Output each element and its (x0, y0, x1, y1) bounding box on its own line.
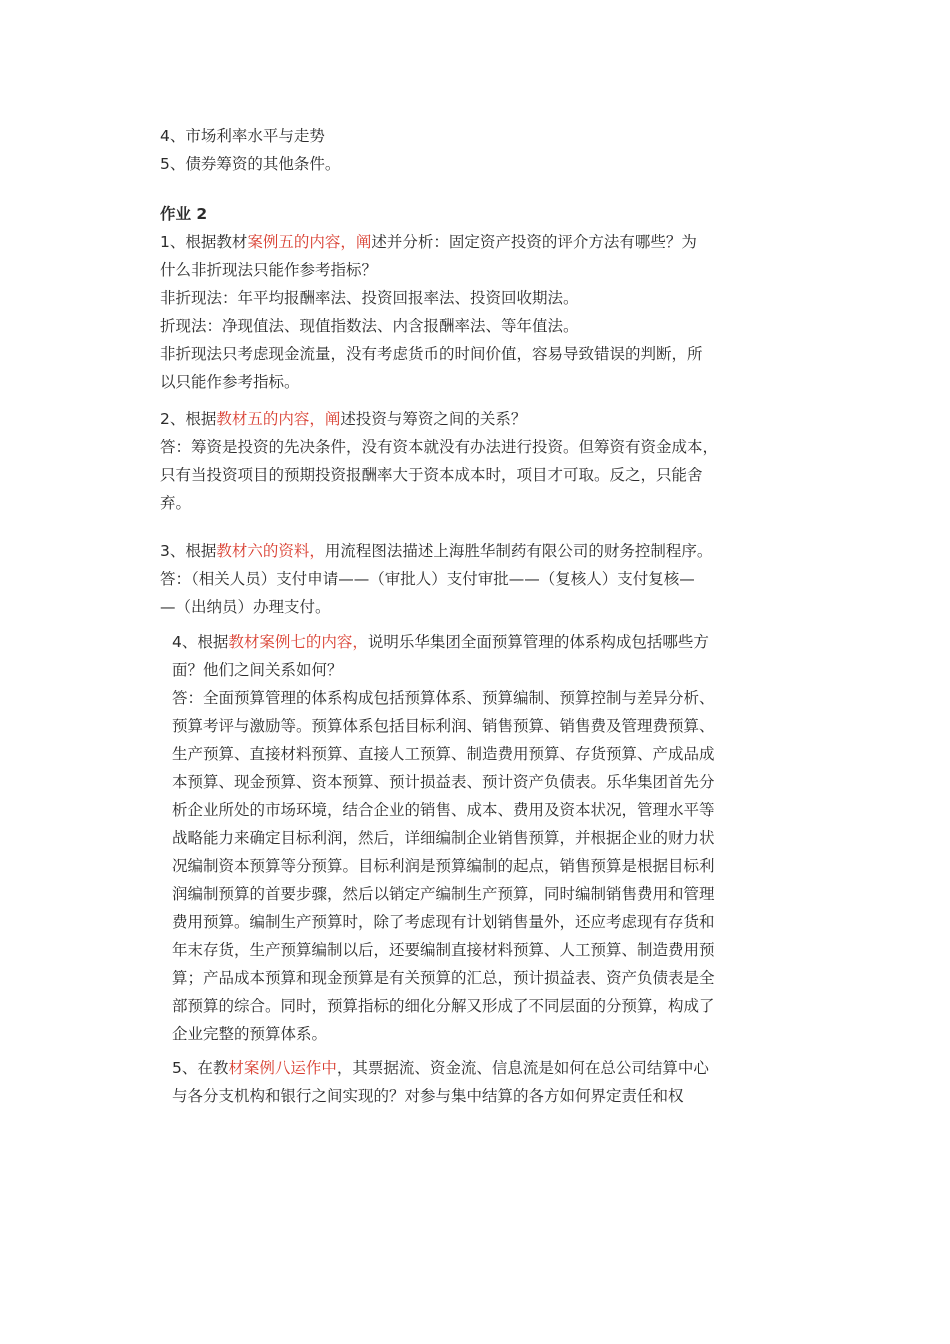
q3-line-1: 3、根据教材六的资料，用流程图法描述上海胜华制药有限公司的财务控制程序。 (160, 542, 713, 560)
q2-line-4: 弃。 (160, 494, 192, 512)
q1-line-1: 1、根据教材案例五的内容，阐述并分析：固定资产投资的评介方法有哪些？为 (160, 233, 697, 251)
q4-line-7: 析企业所处的市场环境，结合企业的销售、成本、费用及资本状况，管理水平等 (172, 801, 715, 819)
q3-line-2: 答：（相关人员）支付申请——（审批人）支付审批——（复核人）支付复核— (160, 570, 695, 588)
q4-line-12: 年末存货，生产预算编制以后，还要编制直接材料预算、人工预算、制造费用预 (172, 941, 715, 959)
q1-line-6: 以只能作参考指标。 (160, 373, 300, 391)
q1-line-4: 折现法：净现值法、现值指数法、内含报酬率法、等年值法。 (160, 317, 579, 335)
list-item-5: 5、债券筹资的其他条件。 (160, 155, 341, 173)
q2-line-2: 答：筹资是投资的先决条件，没有资本就没有办法进行投资。但筹资有资金成本， (160, 438, 719, 456)
q4-line-2: 面？他们之间关系如何？ (172, 661, 343, 679)
question-1 (160, 228, 703, 396)
q4-line-14: 部预算的综合。同时，预算指标的细化分解又形成了不同层面的分预算，构成了 (172, 997, 715, 1015)
q2-line-1: 2、根据教材五的内容，阐述投资与筹资之间的关系？ (160, 410, 527, 428)
q2-line-3: 只有当投资项目的预期投资报酬率大于资本成本时，项目才可取。反之，只能舍 (160, 466, 703, 484)
q1-line-3: 非折现法：年平均报酬率法、投资回报率法、投资回收期法。 (160, 289, 579, 307)
q4-line-3: 答：全面预算管理的体系构成包括预算体系、预算编制、预算控制与差异分析、 (172, 689, 715, 707)
q4-line-5: 生产预算、直接材料预算、直接人工预算、制造费用预算、存货预算、产成品成 (172, 745, 715, 763)
q4-line-8: 战略能力来确定目标利润，然后，详细编制企业销售预算，并根据企业的财力状 (172, 829, 715, 847)
list-item-4: 4、市场利率水平与走势 (160, 127, 325, 145)
q4-line-4: 预算考评与激励等。预算体系包括目标利润、销售预算、销售费及管理费预算、 (172, 717, 715, 735)
question-3 (160, 537, 712, 621)
q4-line-13: 算；产品成本预算和现金预算是有关预算的汇总，预计损益表、资产负债表是全 (172, 969, 715, 987)
q4-line-9: 况编制资本预算等分预算。目标利润是预算编制的起点，销售预算是根据目标利 (172, 857, 715, 875)
q5-line-2: 与各分支机构和银行之间实现的？对参与集中结算的各方如何界定责任和权 (172, 1087, 684, 1105)
question-4 (172, 628, 715, 1048)
q4-line-1: 4、根据教材案例七的内容，说明乐华集团全面预算管理的体系构成包括哪些方 (172, 633, 709, 651)
question-2 (160, 405, 718, 517)
q2-highlight: 教材五的内容， (216, 410, 325, 428)
section-heading: 作业 2 (160, 205, 208, 223)
q4-line-15: 企业完整的预算体系。 (172, 1025, 328, 1043)
q4-line-6: 本预算、现金预算、资本预算、预计损益表、预计资产负债表。乐华集团首先分 (172, 773, 715, 791)
q1-line-2: 什么非折现法只能作参考指标？ (160, 261, 378, 279)
q3-line-3: —（出纳员）办理支付。 (160, 598, 331, 616)
question-5 (172, 1054, 709, 1110)
q1-line-5: 非折现法只考虑现金流量，没有考虑货币的时间价值，容易导致错误的判断，所 (160, 345, 703, 363)
q5-line-1: 5、在教材案例八运作中，其票据流、资金流、信息流是如何在总公司结算中心 (172, 1059, 709, 1077)
q5-highlight: 材案例八运作中 (228, 1059, 337, 1077)
q1-highlight: 案例五的内容， (247, 233, 356, 251)
intro-list (160, 122, 340, 178)
q4-line-10: 润编制预算的首要步骤，然后以销定产编制生产预算，同时编制销售费用和管理 (172, 885, 715, 903)
q3-highlight: 教材六的资料， (216, 542, 325, 560)
q4-line-11: 费用预算。编制生产预算时，除了考虑现有计划销售量外，还应考虑现有存货和 (172, 913, 715, 931)
q4-highlight: 教材案例七的内容， (228, 633, 368, 651)
